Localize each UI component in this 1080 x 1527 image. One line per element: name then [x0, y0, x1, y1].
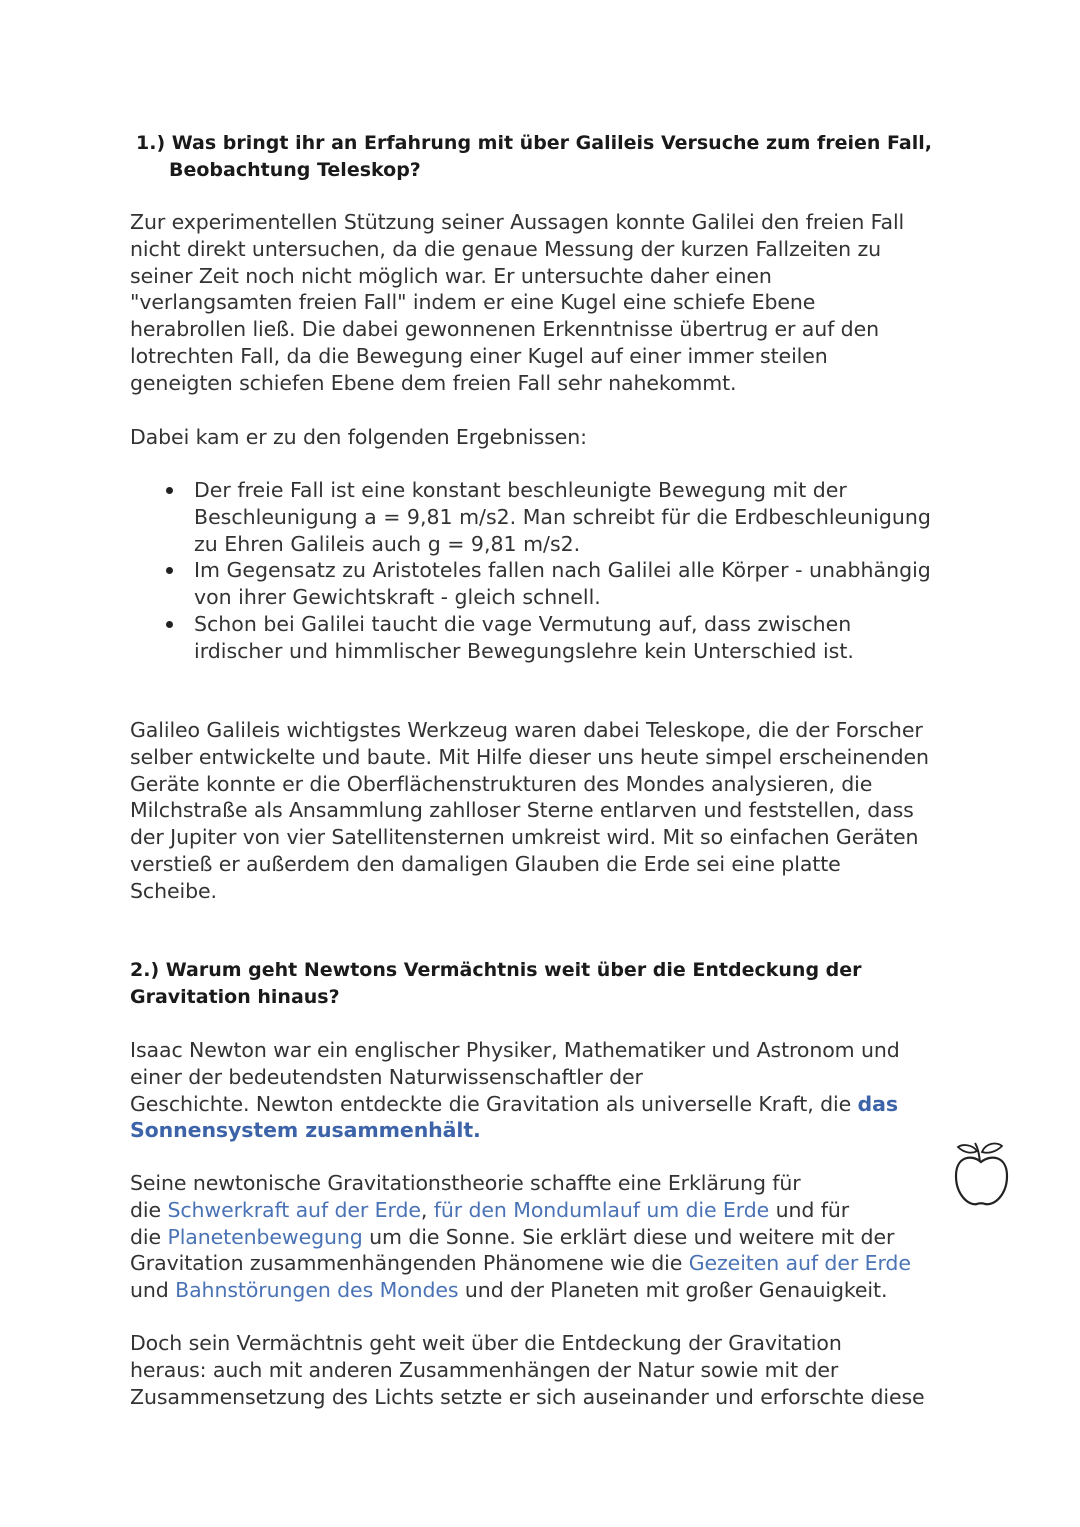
link-planetenbewegung[interactable]: Planetenbewegung [167, 1224, 363, 1249]
question-2-heading-line1: 2.) Warum geht Newtons Vermächtnis weit über die Entdeckung der [130, 959, 862, 981]
apple-icon [950, 1138, 1012, 1210]
link-schwerkraft[interactable]: Schwerkraft auf der Erde [167, 1197, 421, 1222]
list-item: Im Gegensatz zu Aristoteles fallen nach Galilei alle Körper - unabhängig von ihrer Gewichtskraft - gleich schnell. [130, 557, 970, 611]
link-das[interactable]: das [857, 1091, 898, 1116]
list-item: Der freie Fall ist eine konstant beschleunigte Bewegung mit der Beschleunigung a = 9,81 m/s2. Man schreibt für die Erdbeschleunigung zu Ehren Galileis auch g = 9,81 m/s2. [130, 477, 970, 557]
link-sonnensystem[interactable]: Sonnensystem zusammenhält [130, 1118, 474, 1143]
newton-paragraph-2: Seine newtonische Gravitationstheorie schaffte eine Erklärung für die Schwerkraft auf der Erde, für den Mondumlauf um die Erde und für die Planetenbewegung um die Sonne. Sie erklärt diese und weitere mit der Gravitation zusammenhängenden Phänomene wie die Gezeiten auf der Erde und Bahnstörungen des Mondes und der Planeten mit großer Genauigkeit. [130, 1171, 911, 1303]
question-2-heading [130, 957, 970, 1011]
question-1-heading-line2: Beobachtung Teleskop? [169, 159, 421, 181]
galilei-paragraph-2: Dabei kam er zu den folgenden Ergebnissen: [130, 425, 587, 449]
galilei-paragraph-1: Zur experimentellen Stützung seiner Aussagen konnte Galilei den freien Fall nicht direkt untersuchen, da die genaue Messung der kurzen Fallzeiten zu seiner Zeit noch nicht möglich war. Er untersuchte daher einen "verlangsamten freien Fall" indem er eine Kugel eine schiefe Ebene herabrollen ließ. Die dabei gewonnenen Erkenntnisse übertrug er auf den lotrechten Fall, da die Bewegung einer Kugel auf einer immer steilen geneigten schiefen Ebene dem freien Fall sehr nahekommt. [130, 210, 905, 395]
question-1-heading-line1: 1.) Was bringt ihr an Erfahrung mit über Galileis Versuche zum freien Fall, [136, 132, 932, 154]
results-list [130, 477, 970, 665]
list-item: Schon bei Galilei taucht die vage Vermutung auf, dass zwischen irdischer und himmlischer Bewegungslehre kein Unterschied ist. [130, 611, 970, 665]
link-bahnstoerungen[interactable]: Bahnstörungen des Mondes [175, 1278, 459, 1303]
newton-paragraph-1: Isaac Newton war ein englischer Physiker, Mathematiker und Astronom und einer der bedeutendsten Naturwissenschaftler der Geschichte. Newton entdeckte die Gravitation als universelle Kraft, die das Sonnensystem zusammenhält. [130, 1038, 900, 1143]
link-gezeiten[interactable]: Gezeiten auf der Erde [688, 1251, 911, 1276]
galilei-paragraph-3: Galileo Galileis wichtigstes Werkzeug waren dabei Teleskope, die der Forscher selber entwickelte und baute. Mit Hilfe dieser uns heute simpel erscheinenden Geräte konnte er die Oberflächenstrukturen des Mondes analysieren, die Milchstraße als Ansammlung zahlloser Sterne entlarven und feststellen, dass der Jupiter von vier Satellitensternen umkreist wird. Mit so einfachen Geräten verstieß er außerdem den damaligen Glauben die Erde sei eine platte Scheibe. [130, 718, 929, 903]
question-1-heading [136, 130, 976, 184]
newton-paragraph-3: Doch sein Vermächtnis geht weit über die Entdeckung der Gravitation heraus: auch mit anderen Zusammenhängen der Natur sowie mit der Zusammensetzung des Lichts setzte er sich auseinander und erforschte diese [130, 1331, 925, 1409]
question-2-heading-line2: Gravitation hinaus? [130, 986, 340, 1008]
link-mondumlauf[interactable]: für den Mondumlauf um die Erde [433, 1197, 770, 1222]
